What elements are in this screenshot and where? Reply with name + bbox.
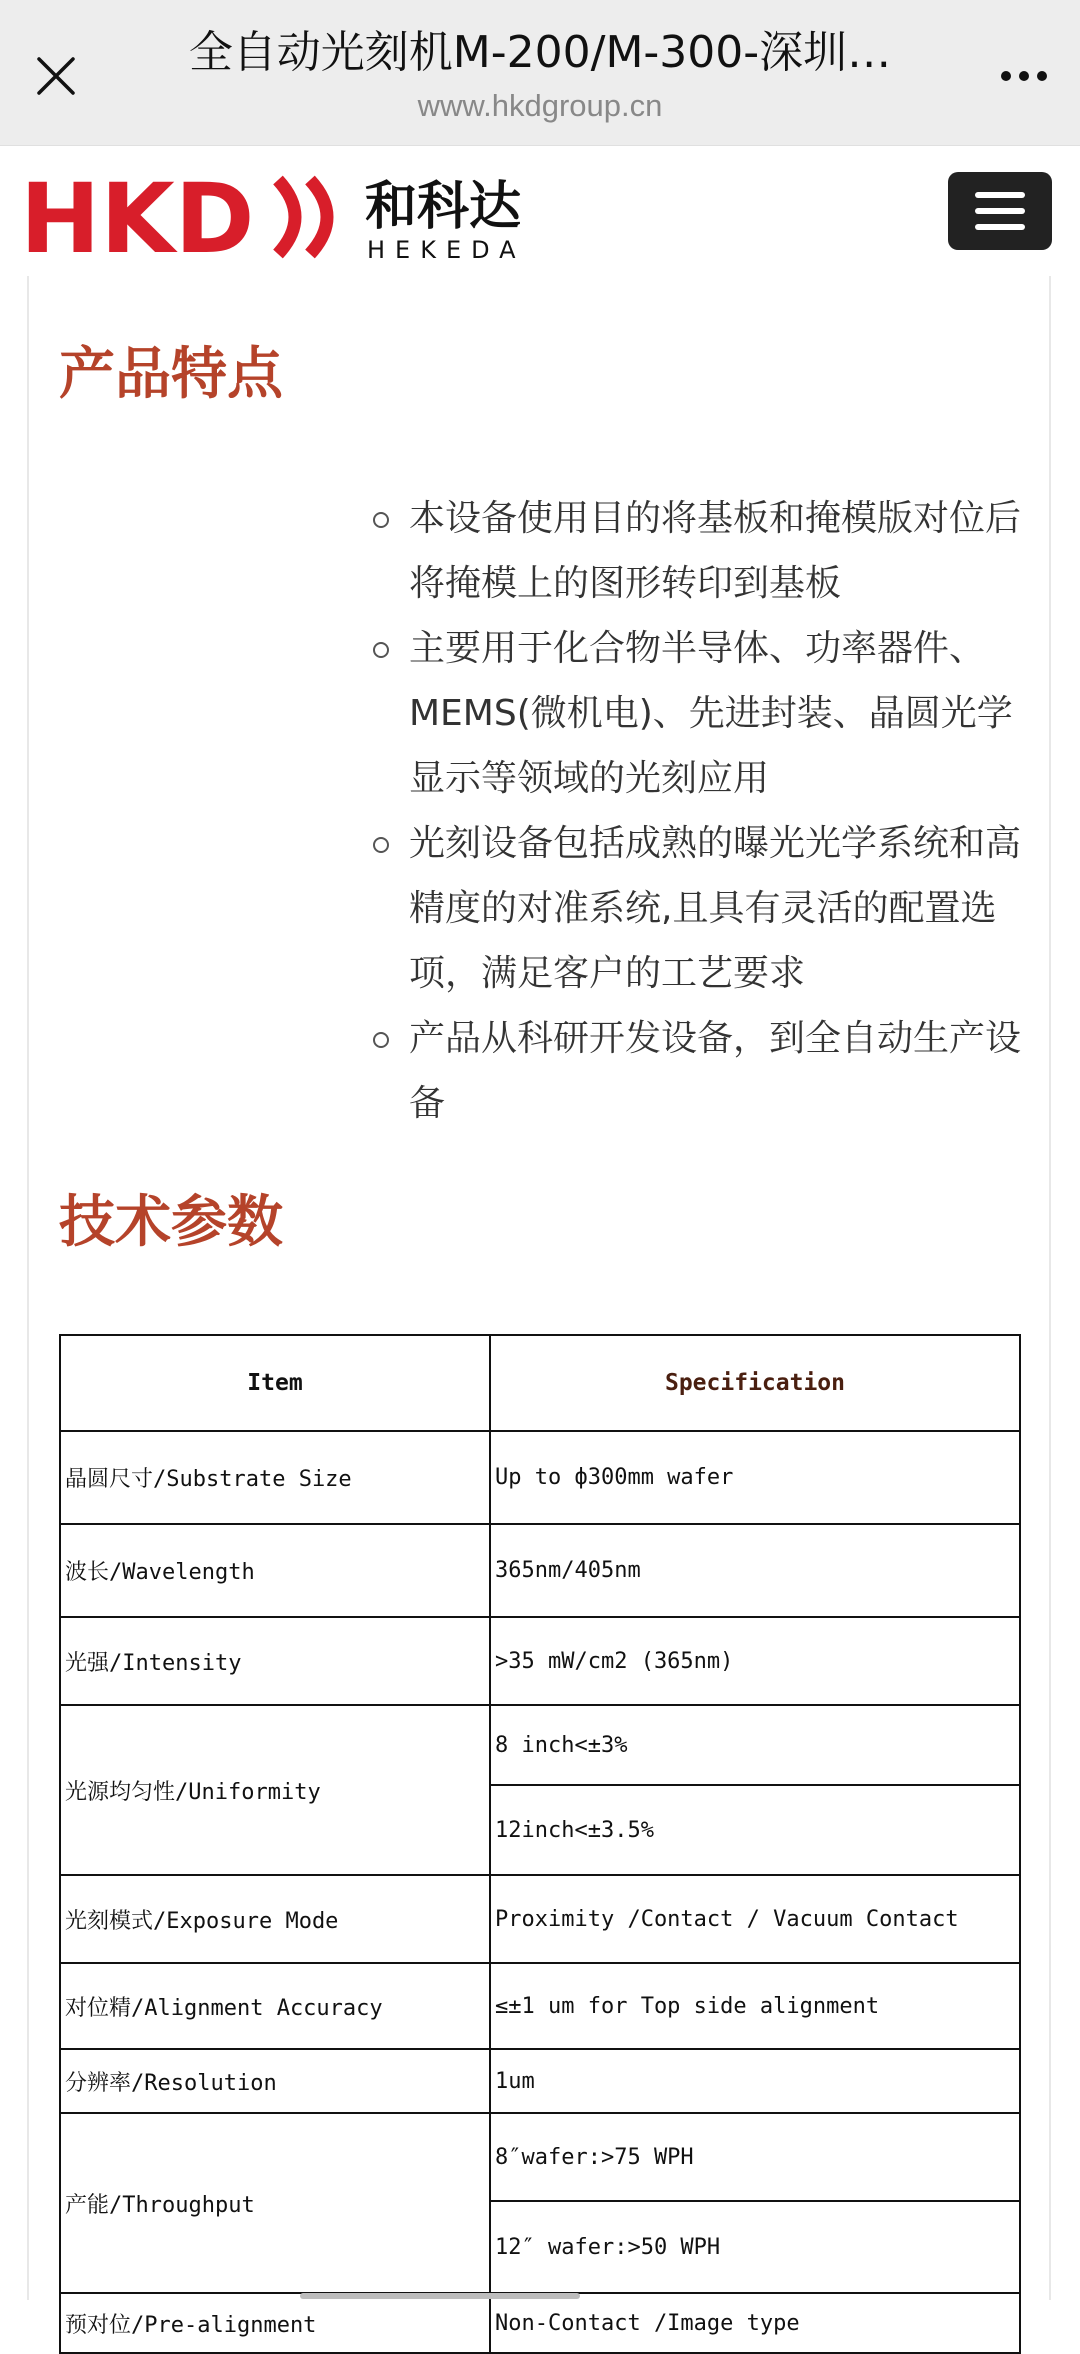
page-title: 全自动光刻机M-200/M-300-深圳… <box>188 27 892 78</box>
feature-item: 本设备使用目的将基板和掩模版对位后将掩模上的图形转印到基板 <box>349 486 1039 616</box>
feature-item: 产品从科研开发设备，到全自动生产设备 <box>349 1006 1039 1136</box>
spec-table <box>59 1334 1021 2354</box>
table-row <box>60 1431 1020 1524</box>
close-button[interactable] <box>20 40 92 112</box>
table-row <box>60 1524 1020 1617</box>
row-spec: 8″wafer:>75 WPH <box>490 2113 1020 2201</box>
table-row <box>60 2113 1020 2201</box>
table-row <box>60 2293 1020 2353</box>
row-item: 产能/Throughput <box>60 2113 490 2293</box>
menu-line <box>975 208 1025 214</box>
product-content <box>27 276 1051 2338</box>
row-item: 波长/Wavelength <box>60 1524 490 1617</box>
row-spec: Proximity /Contact / Vacuum Contact <box>490 1875 1020 1963</box>
row-spec: 8 inch<±3% <box>490 1705 1020 1785</box>
header-item: Item <box>60 1335 490 1431</box>
logo-en: HEKEDA <box>367 236 526 262</box>
title-area <box>130 24 950 128</box>
more-options-button[interactable] <box>988 40 1060 112</box>
logo-arc-2 <box>310 180 327 254</box>
row-spec: 365nm/405nm <box>490 1524 1020 1617</box>
features-list <box>349 486 1039 1136</box>
site-header <box>0 146 1080 276</box>
table-row <box>60 1705 1020 1785</box>
row-spec: 12″ wafer:>50 WPH <box>490 2201 1020 2293</box>
table-row <box>60 1617 1020 1705</box>
feature-item: 光刻设备包括成熟的曝光光学系统和高精度的对准系统,且具有灵活的配置选项，满足客户的工艺要求 <box>349 811 1039 1006</box>
logo-text: HKD <box>20 172 255 262</box>
more-dot <box>1037 71 1047 81</box>
logo-arc-1 <box>278 180 295 254</box>
row-item: 预对位/Pre-alignment <box>60 2293 490 2353</box>
row-spec: ≤±1 um for Top side alignment <box>490 1963 1020 2049</box>
row-item: 光刻模式/Exposure Mode <box>60 1875 490 1963</box>
logo-cn: 和科达 <box>365 177 522 237</box>
table-row <box>60 2049 1020 2113</box>
horizontal-scrollbar[interactable] <box>300 2293 580 2299</box>
row-item: 光强/Intensity <box>60 1617 490 1705</box>
row-item: 晶圆尺寸/Substrate Size <box>60 1431 490 1524</box>
more-dot <box>1019 71 1029 81</box>
features-title: 产品特点 <box>59 342 283 407</box>
row-item: 对位精/Alignment Accuracy <box>60 1963 490 2049</box>
row-spec: 12inch<±3.5% <box>490 1785 1020 1875</box>
header-spec: Specification <box>490 1335 1020 1431</box>
hkd-logo[interactable] <box>20 172 550 262</box>
row-spec: 1um <box>490 2049 1020 2113</box>
hamburger-menu-icon <box>975 192 1025 198</box>
table-row <box>60 1875 1020 1963</box>
row-spec: Up to ф300mm wafer <box>490 1431 1020 1524</box>
page-url: www.hkdgroup.cn <box>417 88 663 123</box>
menu-line <box>975 224 1025 230</box>
browser-top-bar <box>0 0 1080 146</box>
row-item: 分辨率/Resolution <box>60 2049 490 2113</box>
row-item: 光源均匀性/Uniformity <box>60 1705 490 1875</box>
feature-item: 主要用于化合物半导体、功率器件、MEMS(微机电)、先进封装、晶圆光学显示等领域的光刻应用 <box>349 616 1039 811</box>
more-dots-icon <box>1001 71 1011 81</box>
close-icon <box>35 55 77 97</box>
table-row <box>60 1963 1020 2049</box>
menu-button[interactable] <box>948 172 1052 250</box>
specs-title: 技术参数 <box>59 1190 283 1255</box>
row-spec: >35 mW/cm2 (365nm) <box>490 1617 1020 1705</box>
table-header-row <box>60 1335 1020 1431</box>
row-spec: Non-Contact /Image type <box>490 2293 1020 2353</box>
